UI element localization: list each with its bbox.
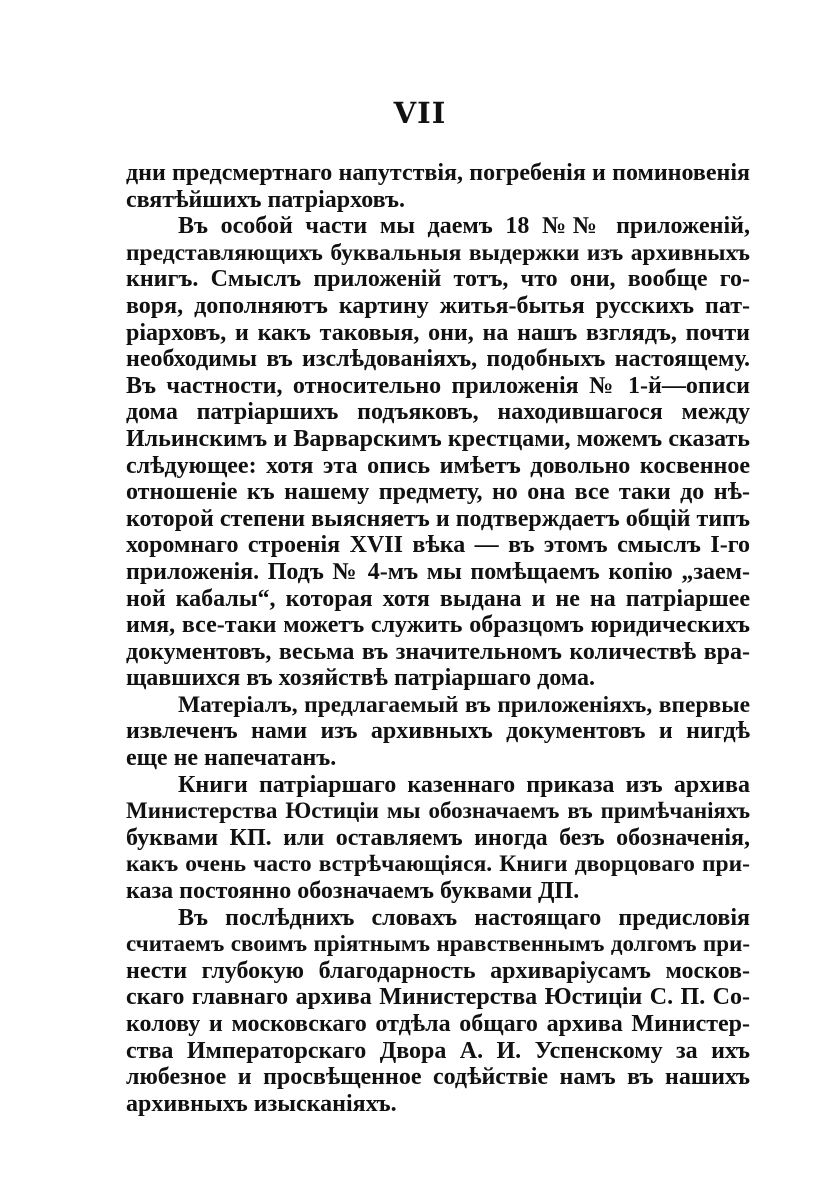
paragraph [126,160,750,213]
text-line: книгъ. Смыслъ приложеній тотъ, что они, вообще го- [126,266,750,293]
text-line: Министерства Юстиціи мы обозначаемъ въ примѣчаніяхъ [126,798,750,824]
text-line: приложенія. Подъ № 4-мъ мы помѣщаемъ копію „заем- [126,558,750,585]
text-line: святѣйшихъ патріарховъ. [126,186,405,213]
text-line: отношеніе къ нашему предмету, но она все таки до нѣ- [126,479,750,506]
text-line: хоромнаго строенія XVII вѣка — въ этомъ смыслъ І-го [126,532,750,559]
text-line: Матеріалъ, предлагаемый въ приложеніяхъ, впервые [178,691,750,718]
text-line: извлеченъ нами изъ архивныхъ документовъ и нигдѣ [126,718,750,745]
paragraph [126,213,750,692]
text-line: Книги патріаршаго казеннаго приказа изъ архива [178,771,750,798]
text-line: архивныхъ изысканіяхъ. [126,1090,397,1117]
text-line: считаемъ своимъ пріятнымъ нравственнымъ долгомъ при- [126,931,750,957]
text-line: документовъ, весьма въ значительномъ количествѣ вра- [126,638,750,665]
text-line: ства Императорскаго Двора А. И. Успенскому за ихъ [126,1037,750,1064]
text-line: ной кабалы“, которая хотя выдана и не на патріаршее [126,585,750,612]
text-line: Въ послѣднихъ словахъ настоящаго предисловія [178,904,750,931]
text-line: слѣдующее: хотя эта опись имѣетъ довольно косвенное [126,452,750,479]
text-line: Въ особой части мы даемъ 18 №№ приложеній, [178,213,750,240]
text-line: буквами КП. или оставляемъ иногда безъ обозначенія, [126,824,750,851]
text-line: представляющихъ буквальныя выдержки изъ архивныхъ [126,239,750,266]
text-line: имя, все-таки можетъ служить образцомъ юридическихъ [126,612,750,639]
page-number: VII [393,96,447,130]
text-line: дни предсмертнаго напутствія, погребенія и поминовенія [126,160,750,186]
text-line: дома патріаршихъ подъяковъ, находившагося между [126,399,750,426]
text-line: ріарховъ, и какъ таковыя, они, на нашъ взглядъ, почти [126,319,750,346]
text-line: какъ очень часто встрѣчающіяся. Книги дворцоваго при- [126,851,750,878]
text-line: щавшихся въ хозяйствѣ патріаршаго дома. [126,665,596,692]
text-line: любезное и просвѣщенное содѣйствіе намъ въ нашихъ [126,1064,750,1091]
text-line: каза постоянно обозначаемъ буквами ДП. [126,878,580,905]
text-line: скаго главнаго архива Министерства Юстиціи С. П. Со- [126,984,750,1011]
text-line: Ильинскимъ и Варварскимъ крестцами, можемъ сказать [126,425,750,452]
text-line: которой степени выясняетъ и подтверждаетъ общій типъ [126,505,750,532]
text-line: еще не напечатанъ. [126,745,337,772]
paragraph [126,692,750,772]
text-line: Въ частности, относительно приложенія № 1-й—описи [126,372,750,399]
paragraph [126,772,750,905]
text-line: необходимы въ изслѣдованіяхъ, подобныхъ настоящему. [126,346,750,373]
paragraph [126,905,750,1118]
text-line: воря, дополняютъ картину житья-бытья русскихъ пат- [126,292,750,319]
body-text [126,160,750,1117]
text-line: колову и московскаго отдѣла общаго архива Министер- [126,1011,750,1037]
text-line: нести глубокую благодарность архиваріусамъ москов- [126,957,750,984]
